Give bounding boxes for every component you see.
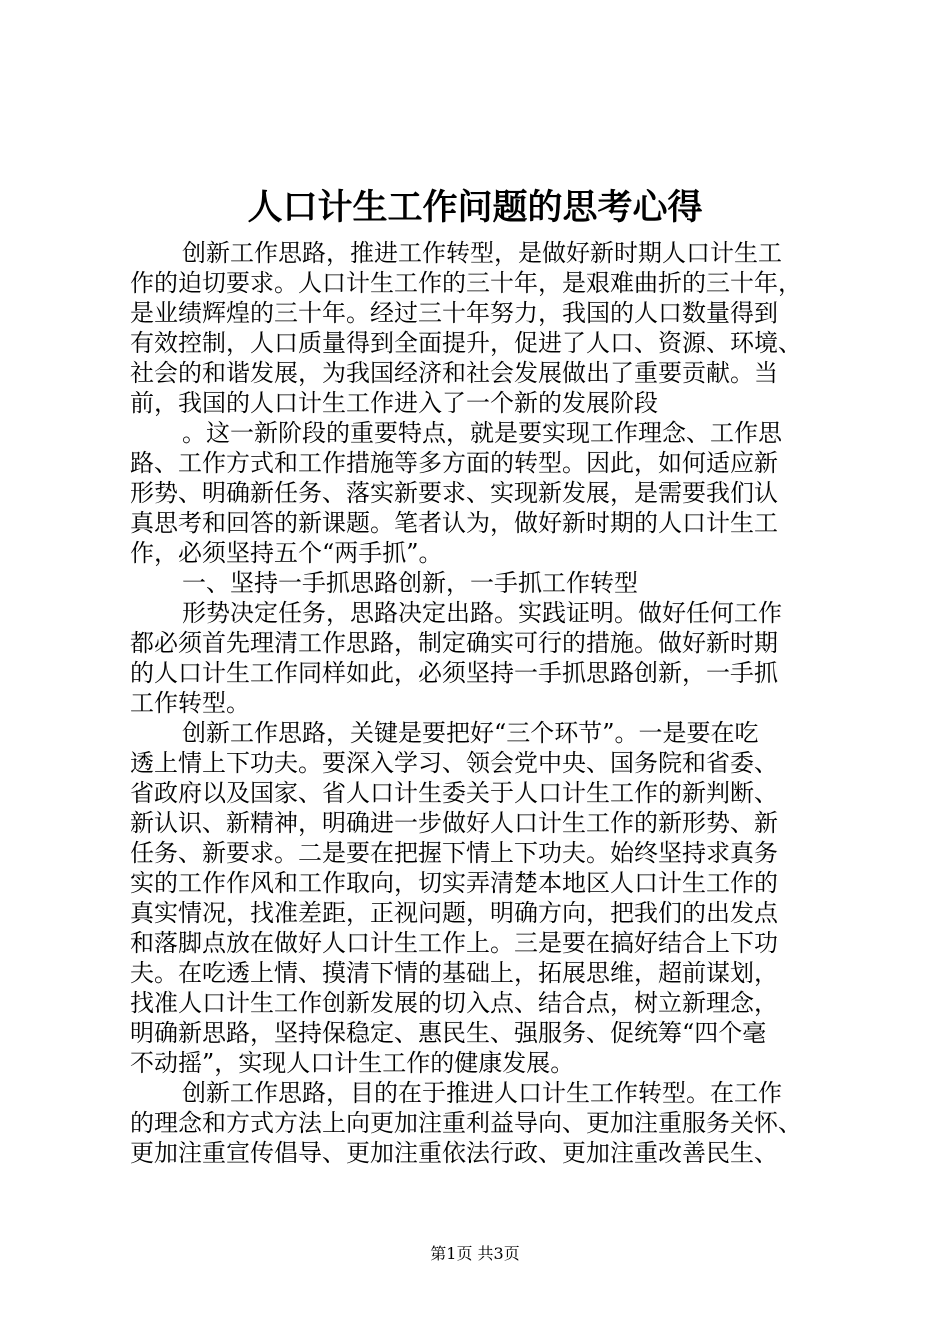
text-line: 都必须首先理清工作思路，制定确实可行的措施。做好新时期 xyxy=(130,629,778,657)
page-footer: 第1页 共3页 xyxy=(430,1244,520,1263)
text-line: 工作转型。 xyxy=(130,689,250,717)
document-body xyxy=(130,238,830,1168)
text-line: 一、坚持一手抓思路创新，一手抓工作转型 xyxy=(182,569,638,597)
text-line: 透上情上下功夫。要深入学习、领会党中央、国务院和省委、 xyxy=(130,749,778,777)
text-line: 不动摇”，实现人口计生工作的健康发展。 xyxy=(130,1049,575,1077)
text-line: 和落脚点放在做好人口计生工作上。三是要在搞好结合上下功 xyxy=(130,929,778,957)
text-line: 前，我国的人口计生工作进入了一个新的发展阶段 xyxy=(130,389,658,417)
text-line: 新认识、新精神，明确进一步做好人口计生工作的新形势、新 xyxy=(130,809,778,837)
text-line: 路、工作方式和工作措施等多方面的转型。因此，如何适应新 xyxy=(130,449,778,477)
text-line: 创新工作思路，推进工作转型，是做好新时期人口计生工 xyxy=(182,239,782,267)
text-line: 找准人口计生工作创新发展的切入点、结合点，树立新理念， xyxy=(130,989,778,1017)
text-line: 创新工作思路，关键是要把好“三个环节”。一是要在吃 xyxy=(182,719,759,747)
text-line: 形势、明确新任务、落实新要求、实现新发展，是需要我们认 xyxy=(130,479,778,507)
text-line: 任务、新要求。二是要在把握下情上下功夫。始终坚持求真务 xyxy=(130,839,778,867)
text-line: 省政府以及国家、省人口计生委关于人口计生工作的新判断、 xyxy=(130,779,778,807)
document-title: 人口计生工作问题的思考心得 xyxy=(247,187,703,228)
text-line: 。这一新阶段的重要特点，就是要实现工作理念、工作思 xyxy=(182,419,782,447)
text-line: 明确新思路，坚持保稳定、惠民生、强服务、促统筹“四个毫 xyxy=(130,1019,767,1047)
text-line: 的理念和方式方法上向更加注重利益导向、更加注重服务关怀、 xyxy=(130,1109,802,1137)
text-line: 真思考和回答的新课题。笔者认为，做好新时期的人口计生工 xyxy=(130,509,778,537)
text-line: 实的工作作风和工作取向，切实弄清楚本地区人口计生工作的 xyxy=(130,869,778,897)
text-line: 作的迫切要求。人口计生工作的三十年，是艰难曲折的三十年， xyxy=(130,269,802,297)
text-line: 更加注重宣传倡导、更加注重依法行政、更加注重改善民生、 xyxy=(130,1139,778,1167)
text-line: 夫。在吃透上情、摸清下情的基础上，拓展思维，超前谋划， xyxy=(130,959,778,987)
text-line: 形势决定任务，思路决定出路。实践证明。做好任何工作 xyxy=(182,599,782,627)
text-line: 有效控制，人口质量得到全面提升，促进了人口、资源、环境、 xyxy=(130,329,802,357)
text-line: 创新工作思路，目的在于推进人口计生工作转型。在工作 xyxy=(182,1079,782,1107)
text-line: 真实情况，找准差距，正视问题，明确方向，把我们的出发点 xyxy=(130,899,778,927)
text-line: 是业绩辉煌的三十年。经过三十年努力，我国的人口数量得到 xyxy=(130,299,778,327)
text-line: 的人口计生工作同样如此，必须坚持一手抓思路创新，一手抓 xyxy=(130,659,778,687)
text-line: 作，必须坚持五个“两手抓”。 xyxy=(130,539,443,567)
text-line: 社会的和谐发展，为我国经济和社会发展做出了重要贡献。当 xyxy=(130,359,778,387)
